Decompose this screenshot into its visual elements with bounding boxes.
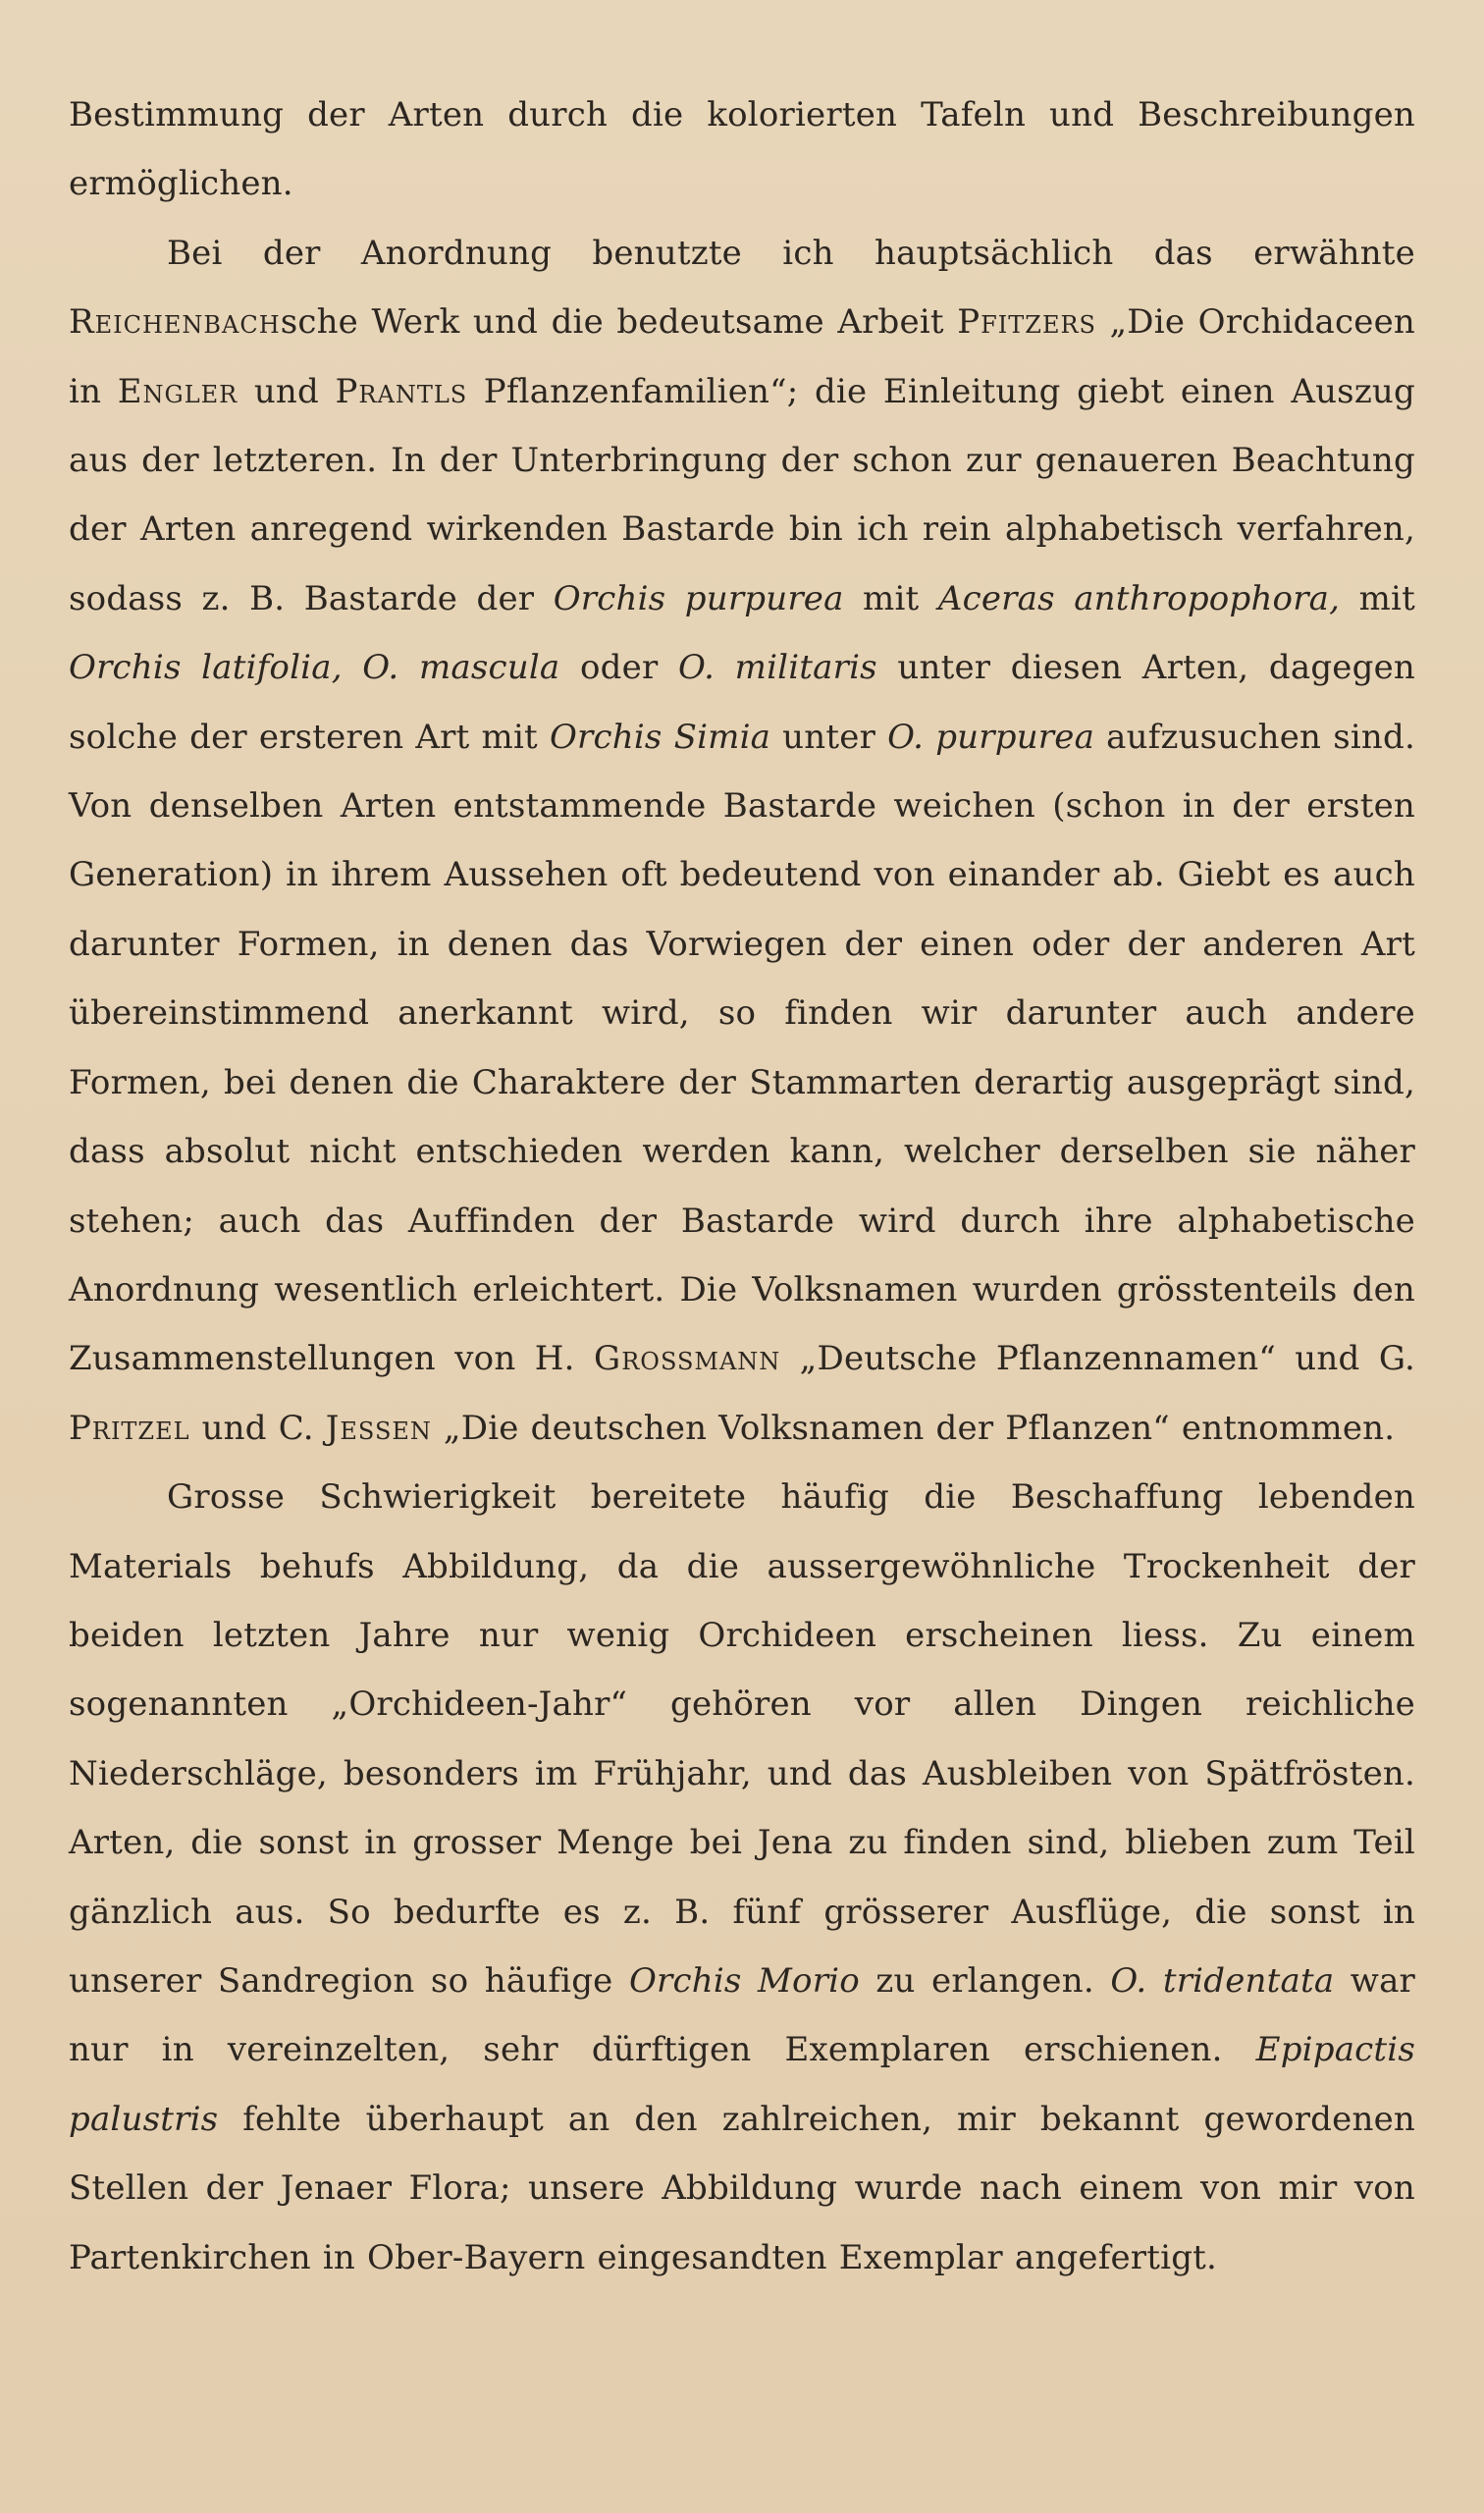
text-run: „Die Orchidaceen in bbox=[69, 302, 1415, 411]
author-name: Reichenbach bbox=[69, 302, 281, 343]
text-run: fehlte überhaupt an den zahlreichen, mir bekannt gewordenen Stellen der Jenaer Flora; unsere Abbildung wurde nach einem von mir von Partenkirchen in Ober-Bayern eingesandten Exemplar angefertigt. bbox=[69, 2099, 1415, 2277]
author-name: Engler bbox=[117, 371, 238, 411]
species-name: Orchis latifolia, O. mascula bbox=[69, 648, 560, 688]
text-run: unter diesen Arten, dagegen solche der ersteren Art mit bbox=[69, 648, 1415, 757]
text-run: und bbox=[238, 371, 336, 411]
species-name: O. militaris bbox=[677, 648, 877, 688]
species-name: Orchis Simia bbox=[549, 717, 771, 757]
text-run: „Die deutschen Volksnamen der Pflanzen“ entnommen. bbox=[431, 1408, 1396, 1448]
paragraph-3 bbox=[69, 1463, 1415, 2292]
text-run: Grosse Schwierigkeit bereitete häufig die Beschaffung lebenden Materials behufs Abbildung, da die aussergewöhnliche Trockenheit der beiden letzten Jahre nur wenig Orchideen erscheinen liess. Zu einem sogenannten „Orchideen-Jahr“ gehören vor allen Dingen reichliche Niederschläge, besonders im Frühjahr, und das Ausbleiben von Spätfrösten. Arten, die sonst in grosser Menge bei Jena zu finden sind, blieben zum Teil gänzlich aus. So bedurfte es z. B. fünf grösserer Ausflüge, die sonst in unserer Sandregion so häufige bbox=[69, 1477, 1415, 2001]
author-name: Pritzel bbox=[69, 1408, 190, 1448]
paragraph-2 bbox=[69, 219, 1415, 1463]
species-name: Epipactis palustris bbox=[69, 2030, 1415, 2139]
author-name: Prantls bbox=[335, 371, 468, 411]
text-run: oder bbox=[559, 648, 678, 688]
author-name: Pfitzers bbox=[957, 302, 1096, 343]
text-run: sche Werk und die bedeutsame Arbeit bbox=[280, 302, 958, 343]
page-text bbox=[69, 80, 1415, 2292]
text-run: war nur in vereinzelten, sehr dürftigen Exemplaren erschienen. bbox=[69, 1960, 1415, 2070]
species-name: Aceras anthropophora, bbox=[937, 578, 1341, 618]
species-name: O. tridentata bbox=[1110, 1960, 1335, 2001]
species-name: Orchis Morio bbox=[628, 1960, 860, 2001]
species-name: O. purpurea bbox=[887, 717, 1095, 757]
species-name: Orchis purpurea bbox=[553, 578, 844, 618]
text-run: aufzusuchen sind. Von denselben Arten entstammende Bastarde weichen (schon in der ersten Generation) in ihrem Aussehen oft bedeutend von einander ab. Giebt es auch darunter Formen, in denen das Vorwiegen der einen oder der anderen Art übereinstimmend anerkannt wird, so finden wir darunter auch andere Formen, bei denen die Charaktere der Stammarten derartig ausgeprägt sind, dass absolut nicht entschieden werden kann, welcher derselben sie näher stehen; auch das Auffinden der Bastarde wird durch ihre alphabetische Anordnung wesentlich erleichtert. Die Volksnamen wurden grösstenteils den Zusammenstellungen von H. bbox=[69, 717, 1415, 1379]
text-run: Pflanzenfamilien“; die Einleitung giebt einen Auszug aus der letzteren. In der Unterbringung der schon zur genaueren Beachtung der Arten anregend wirkenden Bastarde bin ich rein alphabetisch verfahren, sodass z. B. Bastarde der bbox=[69, 371, 1415, 618]
text-run: zu erlangen. bbox=[859, 1960, 1111, 2001]
text-run: Bei der Anordnung benutzte ich hauptsächlich das erwähnte bbox=[167, 233, 1415, 273]
text-run: mit bbox=[1340, 578, 1415, 618]
text-run: Bestimmung der Arten durch die kolorierten Tafeln und Beschreibungen ermöglichen. bbox=[69, 95, 1415, 204]
text-run: und C. bbox=[189, 1408, 326, 1448]
text-run: „Deutsche Pflanzennamen“ und G. bbox=[780, 1339, 1415, 1379]
paragraph-1 bbox=[69, 80, 1415, 219]
author-name: Grossmann bbox=[594, 1339, 781, 1379]
text-run: mit bbox=[843, 578, 938, 618]
author-name: Jessen bbox=[325, 1408, 432, 1448]
text-run: unter bbox=[770, 717, 888, 757]
